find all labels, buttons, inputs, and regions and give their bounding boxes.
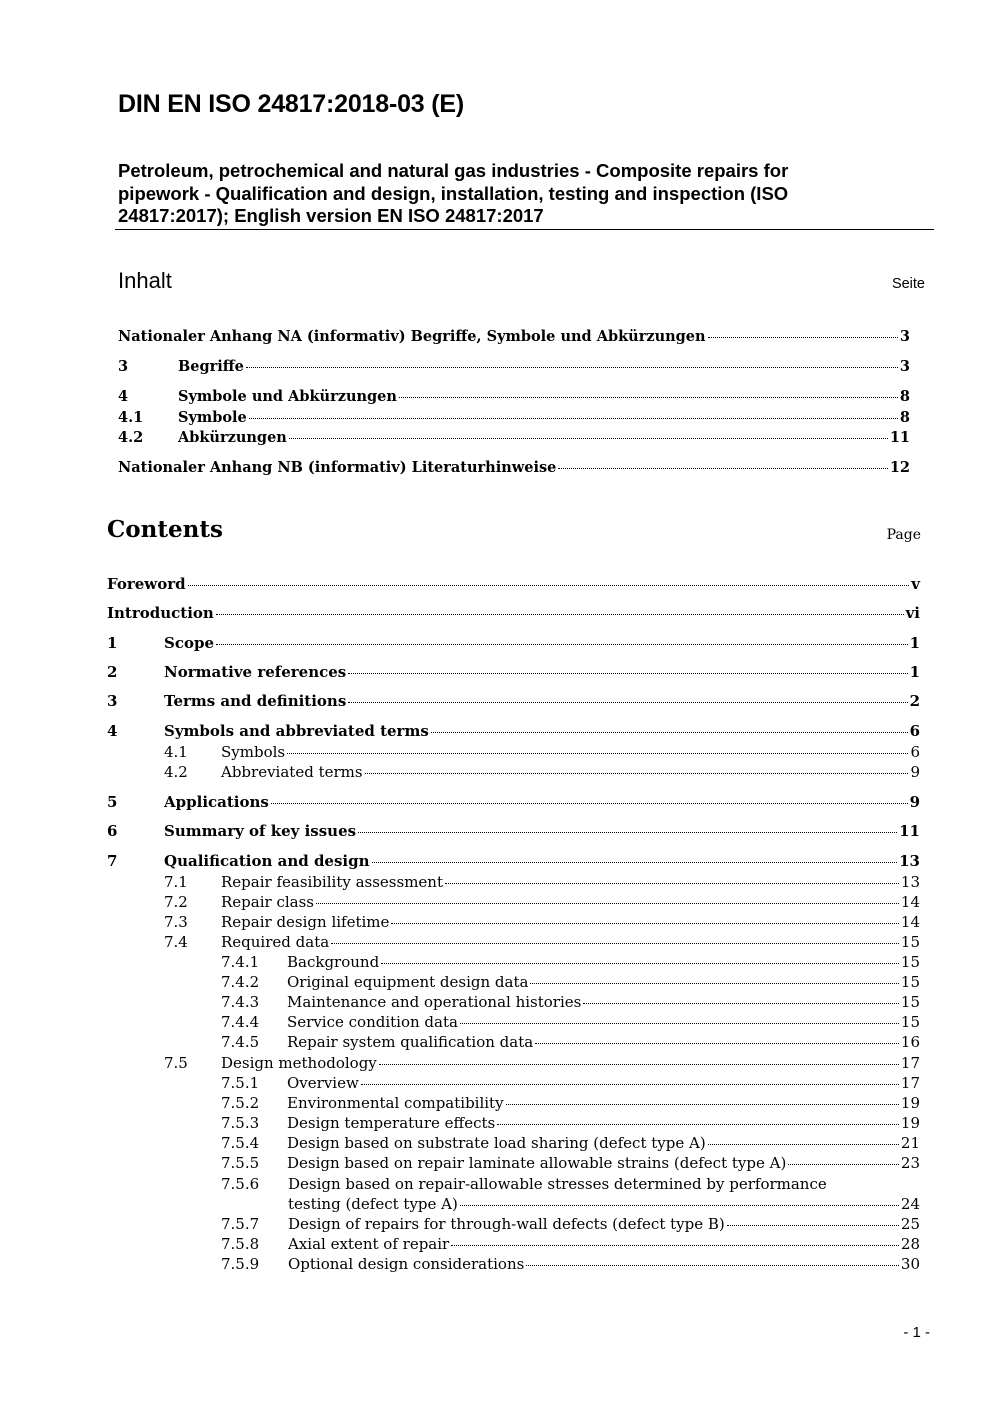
dot-leader	[460, 1205, 899, 1206]
contents-entry-title: Required data	[221, 933, 330, 951]
contents-entry[interactable]	[107, 604, 920, 623]
dot-leader	[365, 773, 909, 774]
contents-entry-page: 15	[900, 973, 920, 991]
contents-entry[interactable]	[107, 692, 920, 711]
inhalt-entry-page: 8	[899, 388, 910, 405]
contents-entry[interactable]	[221, 1074, 920, 1093]
dot-leader	[788, 1164, 899, 1165]
contents-entry-page: 13	[900, 873, 920, 891]
contents-entry-page: 9	[909, 793, 920, 811]
inhalt-entry[interactable]	[118, 408, 910, 427]
contents-entry[interactable]	[221, 1094, 920, 1113]
contents-entry-number: 7	[107, 852, 118, 870]
contents-entry-page: 30	[900, 1255, 920, 1273]
contents-entry-number: 7.5.2	[221, 1094, 260, 1112]
subtitle-line: pipework - Qualification and design, installation, testing and inspection (ISO	[118, 182, 789, 204]
contents-entry-page: v	[911, 575, 920, 593]
contents-entry-page: 17	[900, 1074, 920, 1092]
contents-entry[interactable]	[107, 663, 920, 682]
dot-leader	[289, 438, 888, 439]
contents-entry-page: 6	[909, 722, 920, 740]
contents-entry[interactable]	[221, 1134, 920, 1153]
document-subtitle	[118, 160, 908, 228]
contents-entry-title: Environmental compatibility	[287, 1094, 504, 1112]
contents-entry-number: 7.3	[164, 913, 188, 931]
page-label: Page	[886, 527, 921, 543]
contents-entry-title: Design methodology	[221, 1054, 377, 1072]
contents-entry-title: Axial extent of repair	[288, 1235, 450, 1253]
dot-leader	[399, 397, 898, 398]
dot-leader	[583, 1003, 899, 1004]
contents-entry-title: Maintenance and operational histories	[287, 993, 582, 1011]
contents-entry[interactable]	[164, 933, 920, 952]
contents-entry-number: 7.5.6	[221, 1175, 260, 1193]
contents-entry[interactable]	[164, 893, 920, 912]
inhalt-entry-title: Symbole und Abkürzungen	[178, 388, 397, 405]
dot-leader	[271, 803, 908, 804]
dot-leader	[727, 1225, 899, 1226]
contents-entry[interactable]	[221, 1154, 920, 1173]
contents-entry-page: 9	[910, 763, 920, 781]
contents-entry-page: 15	[900, 933, 920, 951]
contents-entry-page: 15	[900, 1013, 920, 1031]
contents-entry-title-line1: Design based on repair-allowable stresses determined by performance	[288, 1175, 827, 1193]
contents-entry[interactable]	[107, 634, 920, 653]
contents-entry-title: Design based on repair laminate allowable strains (defect type A)	[287, 1154, 787, 1172]
contents-entry-number: 7.2	[164, 893, 188, 911]
contents-entry-number: 7.5.9	[221, 1255, 260, 1273]
contents-entry-page: 15	[900, 953, 920, 971]
contents-entry-title: testing (defect type A)	[288, 1195, 458, 1213]
inhalt-entry[interactable]	[118, 327, 910, 346]
dot-leader	[526, 1265, 899, 1266]
contents-entry-title: Introduction	[107, 604, 214, 622]
contents-entry[interactable]	[164, 763, 920, 782]
contents-entry-page: 21	[900, 1134, 920, 1152]
contents-entry-title: Applications	[164, 793, 269, 811]
contents-entry[interactable]	[221, 953, 920, 972]
document-title: DIN EN ISO 24817:2018-03 (E)	[118, 90, 464, 118]
contents-entry-title: Design of repairs for through-wall defects (defect type B)	[288, 1215, 725, 1233]
contents-entry[interactable]	[221, 1013, 920, 1032]
contents-entry-number: 7.4.2	[221, 973, 260, 991]
contents-entry-number: 7.4.3	[221, 993, 260, 1011]
contents-entry-title: Repair system qualification data	[287, 1033, 534, 1051]
subtitle-line: 24817:2017); English version EN ISO 24817:2017	[118, 205, 544, 226]
title-divider	[115, 229, 934, 230]
contents-entry-page: 1	[909, 634, 920, 652]
dot-leader	[246, 367, 898, 368]
inhalt-entry-title: Nationaler Anhang NB (informativ) Literaturhinweise	[118, 459, 557, 476]
contents-entry-number: 1	[107, 634, 118, 652]
contents-entry-title: Overview	[287, 1074, 359, 1092]
dot-leader	[506, 1104, 899, 1105]
contents-entry[interactable]	[221, 1235, 920, 1254]
dot-leader	[287, 753, 908, 754]
contents-entry-page: 23	[900, 1154, 920, 1172]
dot-leader	[188, 585, 910, 586]
dot-leader	[445, 883, 899, 884]
contents-entry-page: 25	[900, 1215, 920, 1233]
dot-leader	[381, 963, 899, 964]
contents-entry-continuation[interactable]	[288, 1195, 920, 1214]
inhalt-entry-number: 4	[118, 388, 129, 405]
contents-entry-number: 7.5.7	[221, 1215, 260, 1233]
dot-leader	[316, 903, 899, 904]
contents-entry-number: 7.4.1	[221, 953, 260, 971]
dot-leader	[391, 923, 899, 924]
contents-entry-title: Repair design lifetime	[221, 913, 390, 931]
dot-leader	[708, 1144, 899, 1145]
seite-label: Seite	[891, 276, 925, 292]
contents-entry-number: 7.4.5	[221, 1033, 260, 1051]
contents-entry-page: 2	[909, 692, 920, 710]
inhalt-entry-title: Nationaler Anhang NA (informativ) Begriffe, Symbole und Abkürzungen	[118, 328, 706, 345]
contents-entry[interactable]	[107, 575, 920, 594]
contents-entry-page: 11	[899, 822, 920, 840]
inhalt-entry-title: Abkürzungen	[178, 429, 287, 446]
contents-entry-title: Summary of key issues	[164, 822, 357, 840]
contents-entry[interactable]	[221, 1033, 920, 1052]
contents-entry-title: Scope	[164, 634, 215, 652]
contents-entry[interactable]	[221, 973, 920, 992]
contents-entry-title: Abbreviated terms	[221, 763, 363, 781]
contents-entry-number: 4.2	[164, 763, 188, 781]
dot-leader	[216, 644, 908, 645]
contents-entry-page: 1	[909, 663, 920, 681]
inhalt-entry-number: 4.1	[118, 409, 144, 426]
contents-entry-title: Design based on substrate load sharing (defect type A)	[287, 1134, 706, 1152]
contents-entry-title: Terms and definitions	[164, 692, 347, 710]
contents-entry[interactable]	[107, 722, 920, 741]
contents-entry-page: 17	[900, 1054, 920, 1072]
dot-leader	[451, 1245, 899, 1246]
inhalt-entry[interactable]	[118, 428, 910, 447]
contents-entry-title: Optional design considerations	[288, 1255, 525, 1273]
contents-entry[interactable]	[221, 993, 920, 1012]
inhalt-entry[interactable]	[118, 357, 910, 376]
contents-entry[interactable]	[107, 822, 920, 841]
contents-entry-title: Foreword	[107, 575, 186, 593]
dot-leader	[249, 418, 898, 419]
dot-leader	[331, 943, 899, 944]
inhalt-entry-page: 3	[899, 358, 910, 375]
contents-entry-page: 19	[900, 1114, 920, 1132]
contents-entry-title: Qualification and design	[164, 852, 370, 870]
contents-entry-title: Service condition data	[287, 1013, 458, 1031]
dot-leader	[348, 702, 907, 703]
dot-leader	[372, 862, 898, 863]
dot-leader	[497, 1124, 899, 1125]
contents-entry-number: 4	[107, 722, 118, 740]
dot-leader	[530, 983, 898, 984]
contents-entry-number: 5	[107, 793, 118, 811]
contents-entry-number: 7.4	[164, 933, 188, 951]
inhalt-entry-title: Symbole	[178, 409, 247, 426]
contents-entry-number: 7.5.5	[221, 1154, 260, 1172]
contents-entry-page: vi	[905, 604, 920, 622]
contents-entry-page: 24	[900, 1195, 920, 1213]
contents-entry[interactable]	[164, 873, 920, 892]
subtitle-line: Petroleum, petrochemical and natural gas industries - Composite repairs for	[118, 160, 789, 181]
contents-entry[interactable]	[221, 1114, 920, 1133]
contents-entry[interactable]	[221, 1255, 920, 1274]
contents-entry-page: 14	[900, 893, 920, 911]
dot-leader	[535, 1043, 899, 1044]
contents-entry[interactable]	[221, 1215, 920, 1234]
contents-entry-title: Original equipment design data	[287, 973, 529, 991]
dot-leader	[358, 832, 897, 833]
contents-entry-title: Symbols	[221, 743, 286, 761]
contents-entry-page: 13	[899, 852, 920, 870]
contents-entry-title: Design temperature effects	[287, 1114, 496, 1132]
contents-entry-number: 7.5	[164, 1054, 188, 1072]
dot-leader	[379, 1064, 899, 1065]
contents-entry-number: 7.5.8	[221, 1235, 260, 1253]
contents-entry-page: 15	[900, 993, 920, 1011]
contents-entry-number: 2	[107, 663, 118, 681]
contents-entry-number: 7.5.3	[221, 1114, 260, 1132]
contents-heading: Contents	[107, 516, 223, 543]
contents-entry-number: 7.1	[164, 873, 188, 891]
inhalt-entry-number: 3	[118, 358, 129, 375]
contents-entry-title: Repair feasibility assessment	[221, 873, 443, 891]
dot-leader	[216, 614, 904, 615]
contents-entry[interactable]	[107, 793, 920, 812]
contents-entry-page: 19	[900, 1094, 920, 1112]
contents-entry-page: 28	[900, 1235, 920, 1253]
contents-entry-number: 3	[107, 692, 118, 710]
contents-entry-number: 7.4.4	[221, 1013, 260, 1031]
contents-entry-page: 6	[910, 743, 920, 761]
contents-entry[interactable]	[107, 852, 920, 871]
inhalt-heading: Inhalt	[118, 268, 172, 293]
contents-entry-number: 7.5.4	[221, 1134, 260, 1152]
contents-entry-title: Symbols and abbreviated terms	[164, 722, 429, 740]
inhalt-entry-title: Begriffe	[178, 358, 244, 375]
dot-leader	[558, 468, 887, 469]
inhalt-entry-page: 3	[899, 328, 910, 345]
contents-entry-title: Normative references	[164, 663, 347, 681]
inhalt-entry-page: 11	[889, 429, 910, 446]
contents-entry-page: 16	[900, 1033, 920, 1051]
contents-entry-number: 6	[107, 822, 118, 840]
contents-entry-number: 7.5.1	[221, 1074, 260, 1092]
inhalt-entry[interactable]	[118, 387, 910, 406]
dot-leader	[361, 1084, 899, 1085]
dot-leader	[348, 673, 907, 674]
contents-entry-number: 4.1	[164, 743, 188, 761]
contents-entry-page: 14	[900, 913, 920, 931]
inhalt-entry-page: 8	[899, 409, 910, 426]
contents-entry-title: Background	[287, 953, 380, 971]
contents-entry[interactable]	[164, 743, 920, 762]
inhalt-entry-number: 4.2	[118, 429, 144, 446]
contents-entry[interactable]	[164, 913, 920, 932]
inhalt-entry[interactable]	[118, 458, 910, 477]
dot-leader	[431, 732, 908, 733]
contents-entry[interactable]	[164, 1054, 920, 1073]
inhalt-entry-page: 12	[889, 459, 910, 476]
page-number: - 1 -	[903, 1324, 930, 1341]
dot-leader	[460, 1023, 899, 1024]
contents-entry-title: Repair class	[221, 893, 314, 911]
dot-leader	[708, 337, 898, 338]
